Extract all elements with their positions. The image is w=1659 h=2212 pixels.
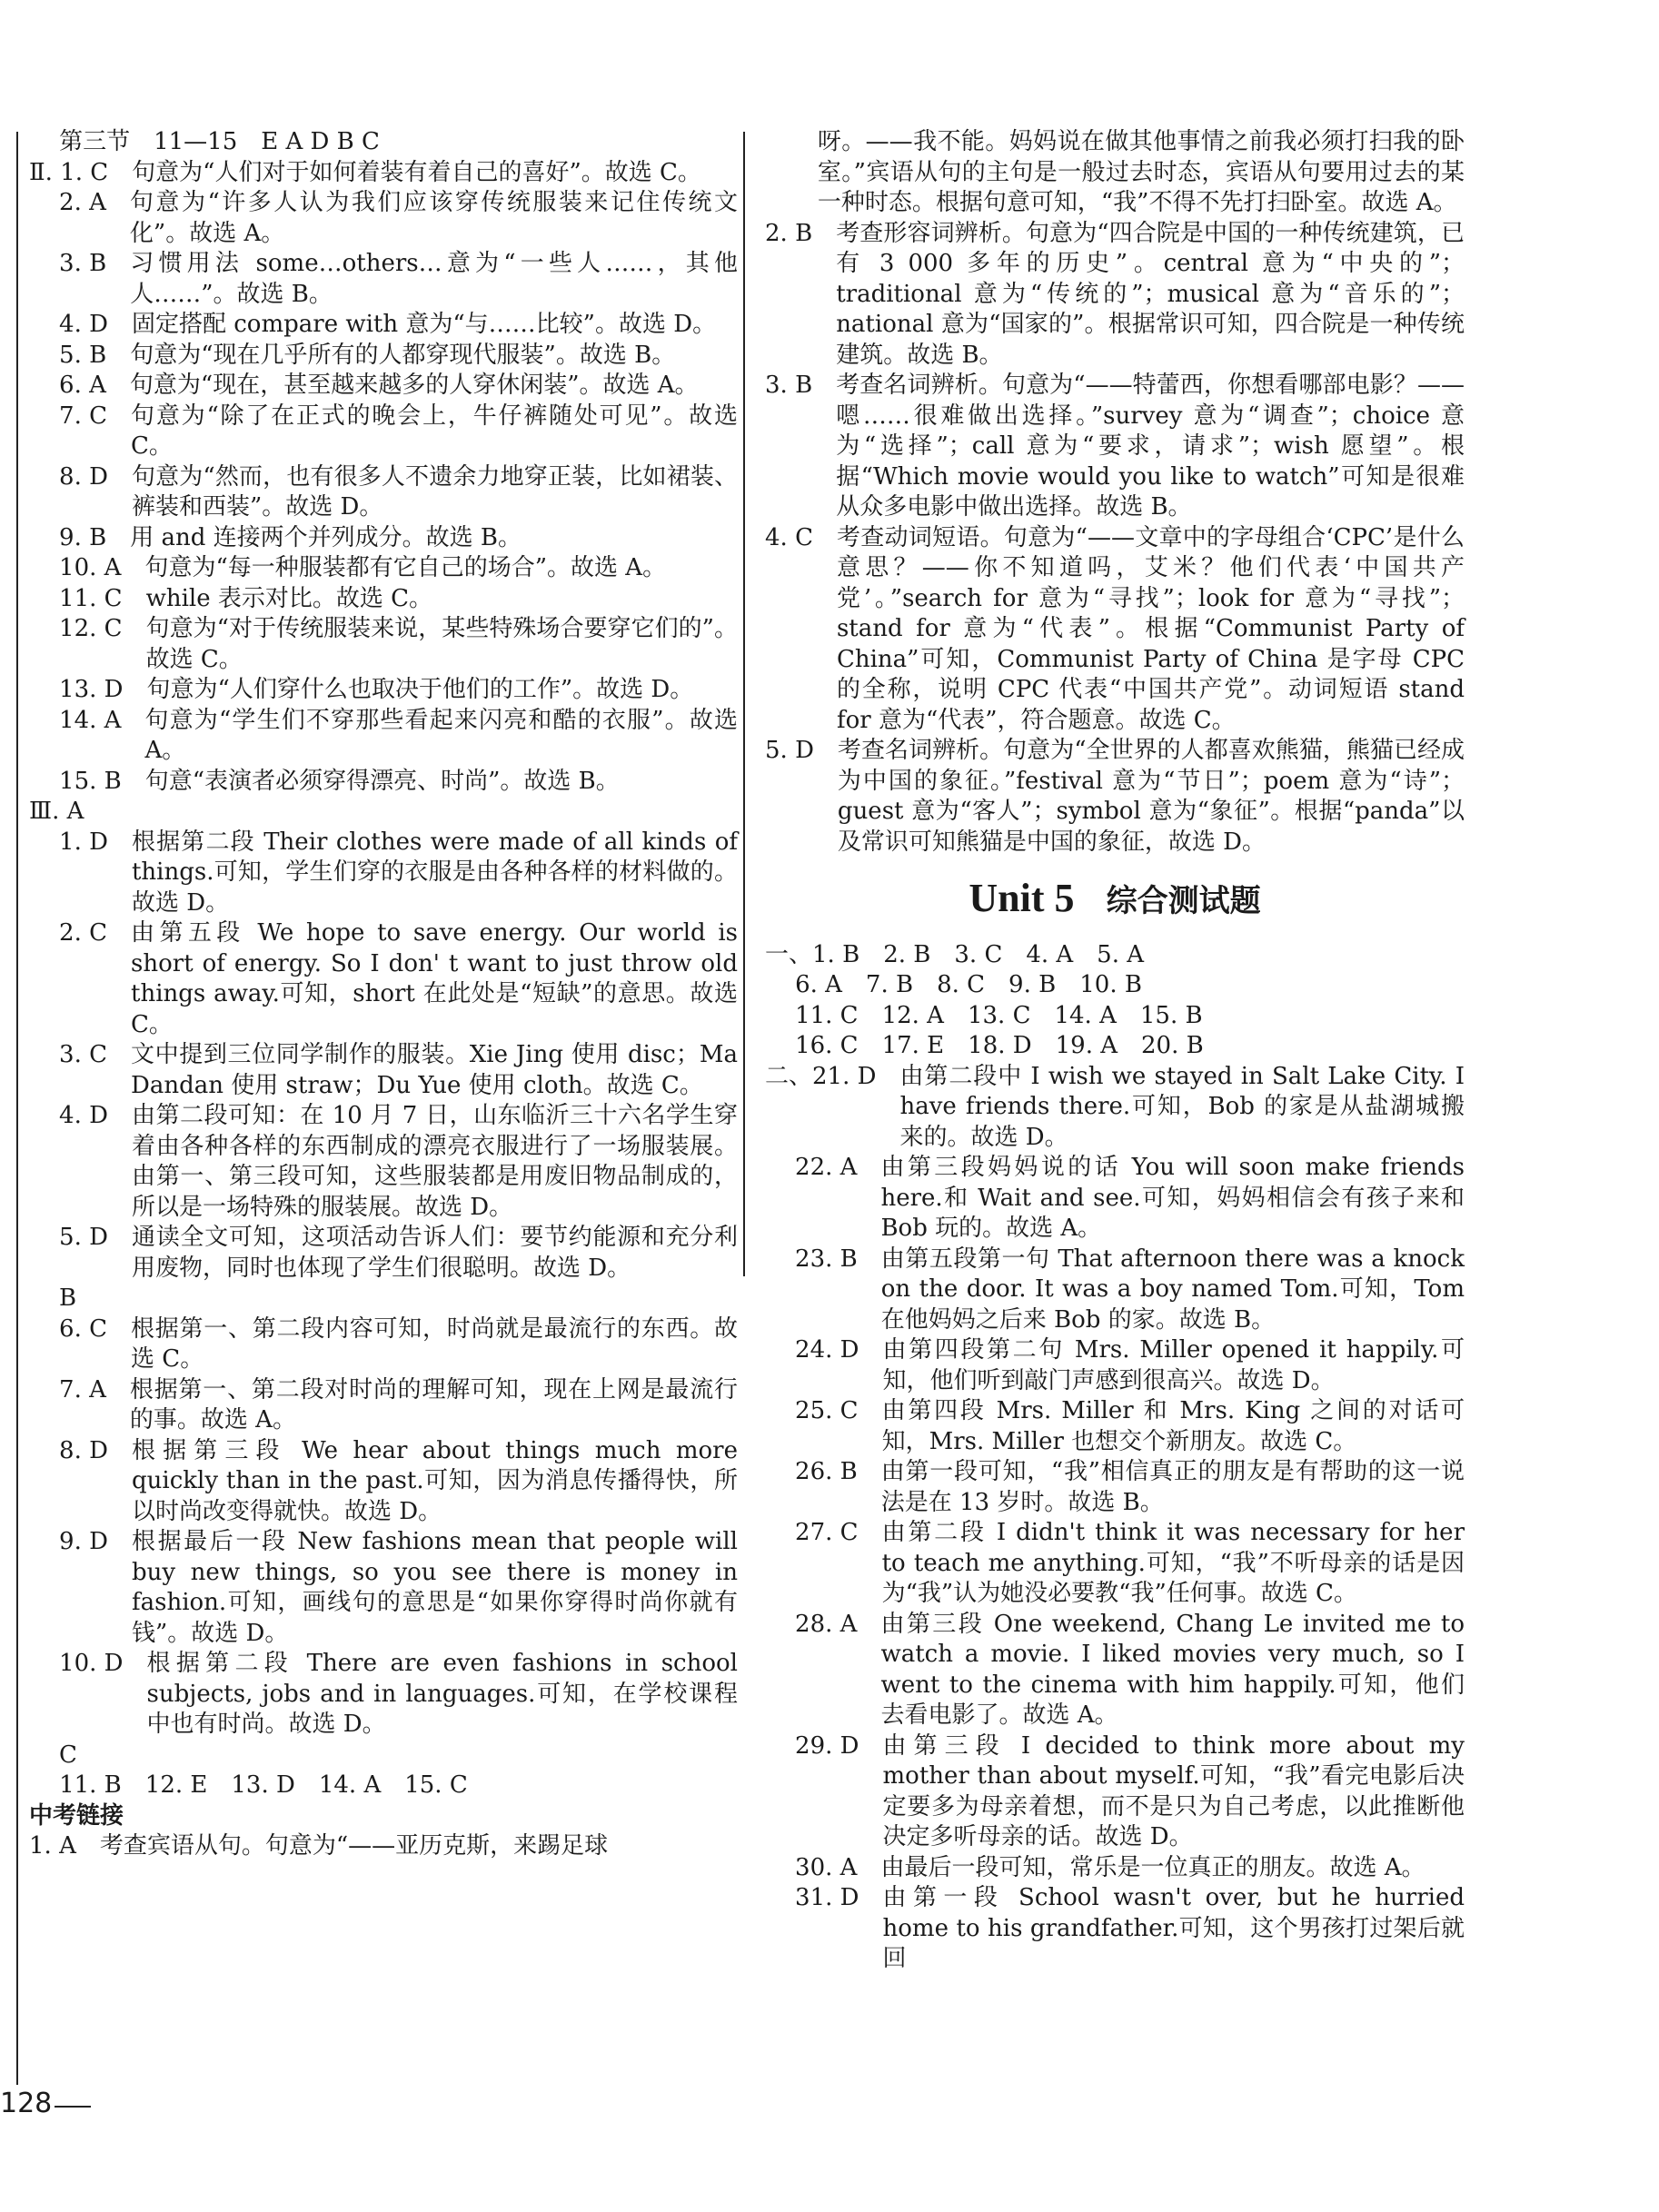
answer-label: 1. A <box>29 1832 100 1860</box>
answer-label: 5. B <box>29 341 131 369</box>
answer-text: 固定搭配 compare with 意为“与……比较”。故选 D。 <box>131 311 717 338</box>
answer-text: 句意为“学生们不穿那些看起来闪亮和酷的衣服”。故选 A。 <box>144 706 738 764</box>
answer-label: 24. D <box>765 1336 883 1364</box>
answer-item <box>765 1245 1465 1336</box>
page-number: 128 <box>0 2088 53 2119</box>
answer-label: 15. B <box>29 767 145 795</box>
answer-item <box>29 918 738 1040</box>
answer-item <box>29 1527 738 1649</box>
answer-text: 由第五段第一句 That afternoon there was a knock on the door. It was a boy named Tom.可知，Tom 在他妈妈之后来 Bob 的家。故选 B。 <box>880 1245 1465 1334</box>
answer-text: 句意为“现在，甚至越来越多的人穿休闲装”。故选 A。 <box>129 372 699 399</box>
answer-label: B <box>29 1285 77 1312</box>
answer-text: 考查名词辨析。句意为“全世界的人都喜欢熊猫，熊猫已经成为中国的象征。”festival 意为“节日”；poem 意为“诗”；guest 意为“客人”；symbol 意为“象征”。根据“panda”以及常识可知熊猫是中国的象征，故选 D。 <box>837 737 1465 856</box>
answer-item <box>29 1801 738 1832</box>
answer-label <box>765 1031 795 1062</box>
answer-text: 句意为“对于传统服装来说，某些特殊场合要穿它们的”。故选 C。 <box>145 615 738 673</box>
answer-item <box>29 310 738 341</box>
answer-label: 28. A <box>765 1610 881 1638</box>
answer-item <box>29 523 738 554</box>
answer-item <box>29 584 738 615</box>
answer-text: 由第三段妈妈说的话 You will soon make friends here.和 Wait and see.可知，妈妈相信会有孩子来和 Bob 玩的。故选 A。 <box>880 1154 1465 1242</box>
answer-item <box>29 1771 738 1801</box>
answer-item <box>765 1153 1465 1245</box>
answer-label: 3. B <box>765 372 837 399</box>
column-divider-rule <box>743 132 745 1276</box>
answer-item <box>765 1396 1465 1457</box>
answer-label <box>765 127 818 219</box>
answer-item <box>29 1284 738 1314</box>
answer-label: Ⅲ. A <box>29 798 84 825</box>
answer-label: 10. D <box>29 1650 147 1677</box>
answer-label: 26. B <box>765 1458 881 1485</box>
answer-item <box>29 249 738 310</box>
unit-subtitle: 综合测试题 <box>1106 883 1261 919</box>
answer-item <box>765 1853 1465 1884</box>
left-column <box>29 127 738 1862</box>
answer-label: 13. D <box>29 676 147 703</box>
answer-text: 考查名词辨析。句意为“——特蕾西，你想看哪部电影？——嗯……很难做出选择。”survey 意为“调查”；choice 意为“选择”；call 意为“要求，请求”；wish 愿望”。根据“Which movie would you like to watch”可知是很难从众多电影中做出选择。故选 B。 <box>836 372 1465 521</box>
answer-item <box>765 523 1465 737</box>
answer-text: 11. B 12. E 13. D 14. A 15. C <box>59 1771 468 1799</box>
answer-item <box>29 371 738 402</box>
answer-label: 3. C <box>29 1041 132 1068</box>
answer-label: 1. D <box>29 828 132 856</box>
answer-label: 23. B <box>765 1245 881 1273</box>
unit-title <box>765 876 1465 920</box>
answer-label: 2. B <box>765 219 837 247</box>
unit-number: Unit 5 <box>969 876 1075 920</box>
answer-label: 12. C <box>29 615 146 642</box>
answer-text: 6. A 7. B 8. C 9. B 10. B <box>795 971 1142 998</box>
answer-item <box>29 675 738 706</box>
answer-label: 4. D <box>29 1102 132 1129</box>
answer-text: 由第二段可知：在 10 月 7 日，山东临沂三十六名学生穿着由各种各样的东西制成的漂亮衣服进行了一场服装展。由第一、第三段可知，这些服装都是用废旧物品制成的，所以是一场特殊的服装展。故选 D。 <box>131 1102 738 1221</box>
answer-text: 句意为“然而，也有很多人不遗余力地穿正装，比如裙装、裤装和西装”。故选 D。 <box>131 462 738 521</box>
answer-text: 由第二段中 I wish we stayed in Salt Lake City. I have friends there.可知，Bob 的家是从盐湖城搬来的。故选 D。 <box>899 1062 1465 1151</box>
answer-label: 5. D <box>29 1224 132 1251</box>
answer-label: 5. D <box>765 737 838 764</box>
answer-item <box>29 1223 738 1284</box>
answer-item <box>765 940 1465 971</box>
answer-label: Ⅱ. 1. C <box>29 158 133 186</box>
answer-item <box>29 1741 738 1771</box>
answer-item <box>29 188 738 249</box>
answer-item <box>29 614 738 675</box>
answer-item <box>29 1314 738 1375</box>
answer-item <box>765 970 1465 1001</box>
answer-item <box>29 1436 738 1528</box>
answer-text: 由第五段 We hope to save energy. Our world is short of energy. So I don' t want to just throw old things away.可知，short 在此处是“短缺”的意思。故选 C。 <box>131 919 738 1038</box>
answer-text: 句意为“每一种服装都有它自己的场合”。故选 A。 <box>144 554 667 581</box>
right-answers-bottom <box>765 940 1465 1975</box>
answer-item <box>29 402 738 462</box>
answer-item <box>765 127 1465 219</box>
answer-label <box>29 1771 59 1801</box>
answer-text: 句意为“人们对于如何着装有着自己的喜好”。故选 C。 <box>132 158 701 186</box>
answer-label <box>765 970 795 1001</box>
answer-label: 9. B <box>29 523 131 551</box>
answer-item <box>29 767 738 798</box>
answer-label <box>29 127 59 158</box>
answer-item <box>29 158 738 189</box>
answer-text: 用 and 连接两个并列成分。故选 B。 <box>130 523 522 551</box>
answer-label: 6. A <box>29 372 130 399</box>
answer-label: 30. A <box>765 1853 881 1881</box>
answer-label: 2. C <box>29 919 132 947</box>
answer-label: 9. D <box>29 1528 132 1555</box>
answer-item <box>765 1518 1465 1610</box>
answer-item <box>29 341 738 372</box>
answer-label: 二、21. D <box>765 1062 900 1090</box>
answer-text: 句意为“人们穿什么也取决于他们的工作”。故选 D。 <box>146 676 694 703</box>
answer-item <box>29 706 738 767</box>
answer-text: 习惯用法 some…others…意为“一些人……，其他人……”。故选 B。 <box>130 250 738 308</box>
answer-text: 句意“表演者必须穿得漂亮、时尚”。故选 B。 <box>144 767 620 795</box>
answer-label: 25. C <box>765 1397 882 1424</box>
answer-label: 10. A <box>29 554 145 581</box>
answer-text: 根据第一、第二段对时尚的理解可知，现在上网是最流行的事。故选 A。 <box>129 1375 738 1433</box>
answer-text: 根据最后一段 New fashions mean that people will buy new things, so you see there is money in fashion.可知，画线句的意思是“如果你穿得时尚你就有钱”。故选 D。 <box>131 1528 738 1647</box>
answer-text: 通读全文可知，这项活动告诉人们：要节约能源和充分利用废物，同时也体现了学生们很聪明。故选 D。 <box>131 1224 738 1282</box>
answer-text: 由第四段 Mrs. Miller 和 Mrs. King 之间的对话可知，Mrs. Miller 也想交个新朋友。故选 C。 <box>881 1397 1465 1455</box>
left-margin-rule <box>16 132 18 2085</box>
answer-text: 考查动词短语。句意为“——文章中的字母组合‘CPC’是什么意思？——你不知道吗，艾米？他们代表‘中国共产党’。”search for 意为“寻找”；look for 意为“寻找”；stand for 意为“代表”。根据“Communist Party of China”可知，Communist Party of China 是字母 CPC 的全称，说明 CPC 代表“中国共产党”。动词短语 stand for 意为“代表”，符合题意。故选 C。 <box>836 523 1465 734</box>
answer-label: 8. D <box>29 1436 132 1464</box>
answer-text: 由第四段第二句 Mrs. Miller opened it happily.可知，他们听到敲门声感到很高兴。故选 D。 <box>882 1336 1465 1394</box>
answer-item <box>29 1649 738 1741</box>
answer-text: 句意为“许多人认为我们应该穿传统服装来记住传统文化”。故选 A。 <box>129 189 738 247</box>
answer-item <box>765 1457 1465 1518</box>
answer-item <box>29 127 738 158</box>
answer-text <box>84 797 738 828</box>
answer-text: 1. B 2. B 3. C 4. A 5. A <box>812 940 1145 968</box>
answer-label: 14. A <box>29 706 145 734</box>
answer-text: 根据第二段 There are even fashions in school subjects, jobs and in languages.可知，在学校课程中也有时尚。故选 D。 <box>146 1650 738 1738</box>
answer-text: 呀。——我不能。妈妈说在做其他事情之前我必须打扫我的卧室。”宾语从句的主句是一般过去时态，宾语从句要用过去的某一种时态。根据句意可知，“我”不得不先打扫卧室。故选 A。 <box>817 128 1465 216</box>
answer-label: 31. D <box>765 1884 883 1911</box>
answer-text: 由第一段可知，“我”相信真正的朋友是有帮助的这一说法是在 13 岁时。故选 B。 <box>880 1458 1465 1516</box>
answer-text: 由第二段 I didn't think it was necessary for her to teach me anything.可知，“我”不听母亲的话是因为“我”认为她没必要教“我”任何事。故选 C。 <box>881 1519 1465 1607</box>
answer-item <box>29 1375 738 1436</box>
answer-label: 6. C <box>29 1314 132 1343</box>
answer-item <box>765 1001 1465 1032</box>
answer-label: 7. A <box>29 1375 130 1404</box>
answer-label: 11. C <box>29 584 146 612</box>
answer-item <box>765 736 1465 858</box>
answer-item <box>765 219 1465 372</box>
answer-label: 3. B <box>29 250 131 277</box>
answer-label: C <box>29 1741 77 1769</box>
right-column <box>765 127 1465 1975</box>
answer-item <box>29 797 738 828</box>
answer-text: while 表示对比。故选 C。 <box>145 584 433 612</box>
answer-label: 7. C <box>29 402 132 430</box>
answer-text: 11. C 12. A 13. C 14. A 15. B <box>795 1001 1203 1029</box>
right-answers-top <box>765 127 1465 858</box>
answer-label: 一、 <box>765 940 813 968</box>
answer-item <box>765 1031 1465 1062</box>
answer-item <box>29 1101 738 1223</box>
answer-item <box>765 371 1465 523</box>
answer-text <box>77 1741 738 1771</box>
answer-text: 句意为“除了在正式的晚会上，牛仔裤随处可见”。故选 C。 <box>131 402 738 460</box>
answer-item <box>765 1883 1465 1975</box>
section-heading: 中考链接 <box>29 1801 124 1830</box>
answer-label: 27. C <box>765 1519 882 1546</box>
answer-item <box>29 1040 738 1101</box>
answer-text: 由第三段 I decided to think more about my mother than about myself.可知，“我”看完电影后决定要多为母亲着想，而不是只为自己考虑，以此推断他决定多听母亲的话。故选 D。 <box>882 1731 1465 1850</box>
answer-item <box>29 462 738 523</box>
answer-label: 4. D <box>29 311 132 338</box>
answer-item <box>29 553 738 584</box>
answer-item <box>29 828 738 919</box>
answer-item <box>29 1831 738 1862</box>
answer-label: 4. C <box>765 523 837 551</box>
answer-item <box>765 1731 1465 1853</box>
answer-text: 由最后一段可知，常乐是一位真正的朋友。故选 A。 <box>880 1853 1426 1881</box>
answer-text: 16. C 17. E 18. D 19. A 20. B <box>795 1032 1204 1059</box>
answer-item <box>765 1335 1465 1396</box>
answer-text: 句意为“现在几乎所有的人都穿现代服装”。故选 B。 <box>130 341 676 369</box>
answer-text: 由第一段 School wasn't over, but he hurried home to his grandfather.可知，这个男孩打过架后就回 <box>882 1884 1465 1972</box>
page-number-dash <box>55 2106 91 2108</box>
answer-label: 2. A <box>29 189 130 216</box>
answer-text: 根据第一、第二段内容可知，时尚就是最流行的东西。故选 C。 <box>131 1314 738 1373</box>
answer-label: 29. D <box>765 1731 883 1760</box>
answer-text: 考查形容词辨析。句意为“四合院是中国的一种传统建筑，已有 3 000 多年的历史”。central 意为“中央的”；traditional 意为“传统的”；musical 意为“音乐的”；national 意为“国家的”。根据常识可知，四合院是一种传统建筑。故选 B。 <box>836 219 1465 369</box>
answer-text: 根据第二段 Their clothes were made of all kinds of things.可知，学生们穿的衣服是由各种各样的材料做的。故选 D。 <box>131 828 738 917</box>
answer-text <box>76 1284 738 1314</box>
answer-label <box>765 1001 795 1032</box>
answer-item <box>765 1062 1465 1154</box>
answer-text: 根据第三段 We hear about things much more quickly than in the past.可知，因为消息传播得快，所以时尚改变得就快。故选 D。 <box>131 1436 738 1525</box>
answer-label: 22. A <box>765 1154 881 1181</box>
answer-label: 8. D <box>29 462 132 491</box>
answer-text: 第三节 11—15 E A D B C <box>59 128 380 155</box>
answer-item <box>765 1610 1465 1731</box>
answer-text: 文中提到三位同学制作的服装。Xie Jing 使用 disc；Ma Dandan 使用 straw；Du Yue 使用 cloth。故选 C。 <box>131 1041 738 1099</box>
answer-text: 由第三段 One weekend, Chang Le invited me to watch a movie. I liked movies very much, so I went to the cinema with him happily.可知，他们去看电影了。故选 A。 <box>880 1610 1465 1729</box>
answer-text: 考查宾语从句。句意为“——亚历克斯，来踢足球 <box>99 1832 609 1860</box>
